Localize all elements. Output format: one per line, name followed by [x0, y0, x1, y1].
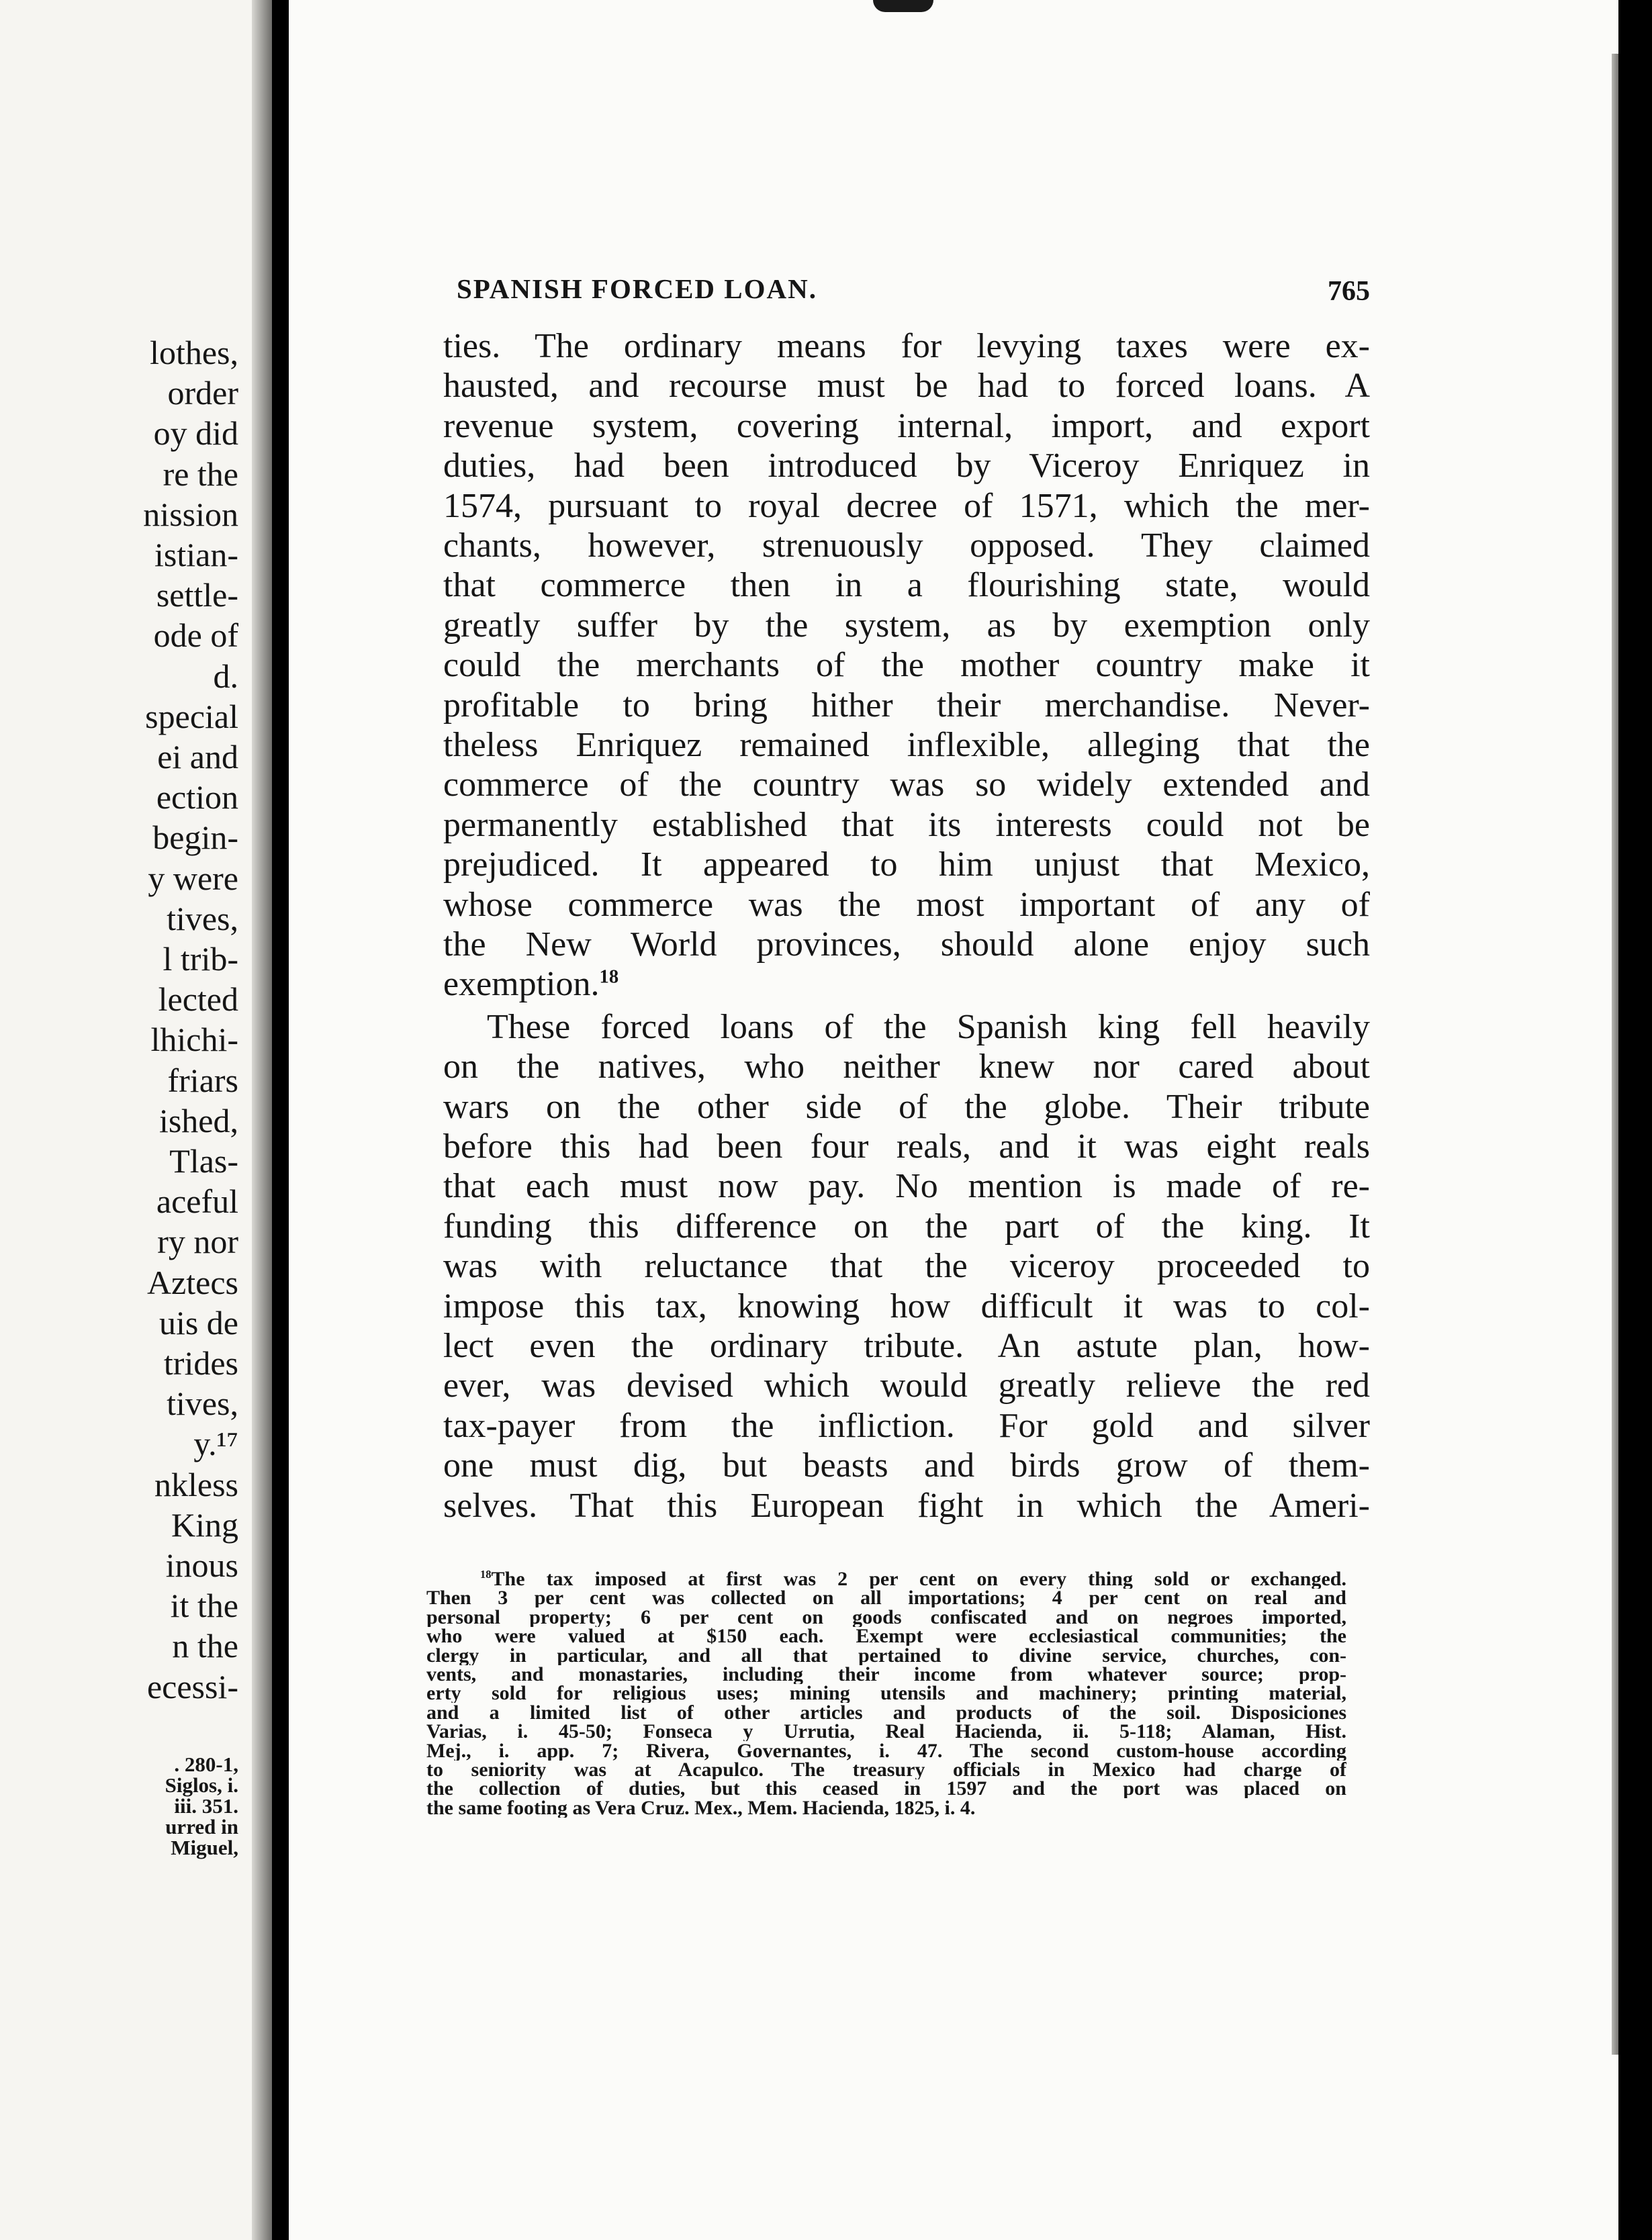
- footnote-reference: 18: [599, 967, 619, 988]
- left-page-line: order: [167, 374, 238, 412]
- body-line-text: permanently established that its interests could not be: [443, 805, 1370, 844]
- body-line: [443, 805, 1370, 845]
- body-line: [443, 1047, 1370, 1087]
- left-page-line: settle-: [156, 576, 238, 614]
- body-line: [443, 326, 1370, 367]
- footnote-line-text: erty sold for religious uses; mining utensils and machinery; printing material,: [426, 1684, 1346, 1704]
- left-page-line: uis de: [158, 1303, 238, 1342]
- body-line-text: before this had been four reals, and it was eight reals: [443, 1127, 1370, 1166]
- left-page-line: y.¹⁷: [193, 1425, 238, 1463]
- body-line-text: lect even the ordinary tribute. An astute plan, how-: [443, 1327, 1370, 1365]
- footnote-line-text: the collection of duties, but this ceased in 1597 and the port was placed on: [426, 1779, 1346, 1799]
- body-line-text: ever, was devised which would greatly relieve the red: [443, 1366, 1370, 1405]
- body-line: [443, 446, 1370, 486]
- footnote-line: [426, 1761, 1346, 1779]
- body-line: [443, 1127, 1370, 1167]
- body-line-text: the New World provinces, should alone enjoy such: [443, 925, 1370, 964]
- footnote-line-text: and a limited list of other articles and products of the soil. Disposiciones: [426, 1703, 1346, 1722]
- body-line: [443, 925, 1370, 965]
- left-page-line: ection: [156, 778, 238, 816]
- left-page-line: re the: [163, 455, 238, 493]
- page-header: [457, 270, 1370, 310]
- left-page-line: nission: [143, 495, 238, 533]
- left-page-line: begin-: [152, 819, 238, 857]
- body-line-text: greatly suffer by the system, as by exemption only: [443, 606, 1370, 645]
- left-page-line: nkless: [154, 1465, 238, 1503]
- left-page-line: y were: [148, 859, 238, 897]
- body-line: [443, 366, 1370, 406]
- footnote-line-text: The tax imposed at first was 2 per cent on every thing sold or exchanged.: [491, 1570, 1346, 1589]
- left-page-line: aceful: [156, 1182, 238, 1221]
- footnote-line-text: Then 3 per cent was collected on all importations; 4 per cent on real and: [426, 1589, 1346, 1608]
- body-line: [443, 1486, 1370, 1526]
- body-line: [443, 645, 1370, 686]
- body-line-text: ties. The ordinary means for levying taxes were ex-: [443, 327, 1370, 365]
- body-line: [443, 1287, 1370, 1327]
- footnote-line: [426, 1646, 1346, 1665]
- footnote-line-text: clergy in particular, and all that pertained to divine service, churches, con-: [426, 1646, 1346, 1665]
- scan-speck: [873, 0, 933, 12]
- body-line: [443, 725, 1370, 765]
- left-page-line: Aztecs: [146, 1263, 238, 1301]
- left-page-line: inous: [165, 1546, 238, 1584]
- body-line-text: that each must now pay. No mention is made of re-: [443, 1167, 1370, 1206]
- body-line-text: duties, had been introduced by Viceroy Enriquez in: [443, 447, 1370, 485]
- left-page-line: special: [145, 697, 238, 735]
- left-page-line: lhichi-: [150, 1021, 238, 1059]
- body-line: [443, 1326, 1370, 1366]
- footnote-line-text: Mej., i. app. 7; Rivera, Governantes, i. 47. The second custom-house according: [426, 1741, 1346, 1761]
- left-page-line: istian-: [154, 536, 238, 573]
- left-page-line: l trib-: [163, 940, 238, 978]
- left-page-line: it the: [170, 1587, 238, 1625]
- body-line: [443, 1366, 1370, 1406]
- body-line-text: commerce of the country was so widely extended and: [443, 765, 1370, 804]
- left-page-line: friars: [167, 1061, 238, 1099]
- left-page-line: tives,: [167, 899, 238, 937]
- body-line: [443, 1246, 1370, 1287]
- footnote-line: [426, 1665, 1346, 1684]
- body-line: [443, 1166, 1370, 1207]
- left-page-line: ode of: [153, 616, 238, 655]
- body-line: [443, 565, 1370, 606]
- left-page-line: Tlas-: [169, 1142, 238, 1180]
- body-line: [443, 964, 1370, 1005]
- left-page-line: trides: [163, 1344, 238, 1382]
- body-line: [443, 526, 1370, 566]
- left-page-line: d.: [213, 657, 238, 695]
- running-head: SPANISH FORCED LOAN.: [457, 273, 817, 304]
- footnote-line-text: personal property; 6 per cent on goods confiscated and on negroes imported,: [426, 1607, 1346, 1627]
- footnote-line: [426, 1608, 1346, 1627]
- footnote-line-text: the same footing as Vera Cruz. Mex., Mem. Hacienda, 1825, i. 4.: [426, 1798, 976, 1818]
- left-page-line: ei and: [157, 738, 238, 776]
- right-page-edge: [1612, 54, 1618, 2055]
- left-page-line: ished,: [158, 1101, 238, 1139]
- page-number: 765: [1328, 276, 1370, 307]
- left-page-note-line: iii. 351.: [174, 1794, 238, 1818]
- left-page-note-line: Siglos, i.: [165, 1773, 238, 1797]
- body-line-text: funding this difference on the part of the king. It: [443, 1207, 1370, 1246]
- body-line: [443, 845, 1370, 885]
- body-line-text: whose commerce was the most important of any of: [443, 885, 1370, 924]
- body-line-text: selves. That this European fight in which the Ameri-: [443, 1486, 1370, 1525]
- left-page-fragment: [0, 0, 272, 2240]
- left-page-note-line: Miguel,: [171, 1836, 238, 1859]
- body-line: [443, 606, 1370, 646]
- footnote-line: [480, 1570, 1346, 1589]
- body-line-text: chants, however, strenuously opposed. They claimed: [443, 526, 1370, 565]
- body-line: [443, 1207, 1370, 1247]
- body-line-text: exemption.: [443, 965, 600, 1004]
- body-line: [443, 486, 1370, 526]
- footnote-line: [426, 1779, 1346, 1798]
- body-line-text: profitable to bring hither their merchandise. Never-: [443, 686, 1370, 725]
- footnote-line: [426, 1722, 1346, 1741]
- footnote-line: [426, 1704, 1346, 1722]
- left-page-line: n the: [172, 1627, 238, 1665]
- body-line-text: theless Enriquez remained inflexible, alleging that the: [443, 726, 1370, 764]
- footnote-line: [426, 1799, 1346, 1818]
- left-page-gutter: [252, 0, 272, 2240]
- body-line-text: prejudiced. It appeared to him unjust that Mexico,: [443, 845, 1370, 884]
- body-line-text: that commerce then in a flourishing state, would: [443, 566, 1370, 605]
- body-line: [443, 686, 1370, 726]
- footnote-line-text: who were valued at $150 each. Exempt were ecclesiastical communities; the: [426, 1627, 1346, 1646]
- body-line: [443, 765, 1370, 805]
- footnote-number: 18: [480, 1570, 492, 1581]
- left-page-line: King: [171, 1505, 238, 1544]
- body-line-text: 1574, pursuant to royal decree of 1571, which the mer-: [443, 486, 1370, 525]
- left-page-line: ecessi-: [146, 1667, 238, 1706]
- footnote-line-text: to seniority was at Acapulco. The treasury officials in Mexico had charge of: [426, 1761, 1346, 1779]
- body-line: [487, 1007, 1370, 1047]
- footnote-line: [426, 1589, 1346, 1607]
- left-page-note-line: . 280-1,: [174, 1753, 238, 1776]
- body-line-text: could the merchants of the mother country make it: [443, 646, 1370, 685]
- left-page-line: ry nor: [157, 1223, 238, 1261]
- body-line: [443, 1446, 1370, 1486]
- footnote-line-text: vents, and monastaries, including their income from whatever source; prop-: [426, 1665, 1346, 1684]
- body-line: [443, 885, 1370, 925]
- body-line-text: wars on the other side of the globe. Their tribute: [443, 1087, 1370, 1126]
- body-line: [443, 1406, 1370, 1446]
- footnote-line-text: Varias, i. 45-50; Fonseca y Urrutia, Real Hacienda, ii. 5-118; Alaman, Hist.: [426, 1722, 1346, 1742]
- left-page-line: lected: [158, 980, 238, 1019]
- body-line: [443, 406, 1370, 447]
- body-line-text: one must dig, but beasts and birds grow of them-: [443, 1446, 1370, 1485]
- body-line-text: impose this tax, knowing how difficult it was to col-: [443, 1287, 1370, 1325]
- body-line: [443, 1087, 1370, 1127]
- body-line-text: These forced loans of the Spanish king fell heavily: [487, 1007, 1370, 1046]
- left-page-line: lothes,: [150, 334, 238, 371]
- body-line-text: on the natives, who neither knew nor cared about: [443, 1047, 1370, 1086]
- footnote-line: [426, 1684, 1346, 1703]
- left-page-line: tives,: [167, 1385, 238, 1423]
- body-line-text: revenue system, covering internal, import, and export: [443, 406, 1370, 445]
- body-line-text: was with reluctance that the viceroy proceeded to: [443, 1247, 1370, 1286]
- body-line-text: tax-payer from the infliction. For gold and silver: [443, 1406, 1370, 1445]
- left-page-line: oy did: [153, 414, 238, 453]
- footnote-line: [426, 1742, 1346, 1761]
- left-page-note-line: urred in: [165, 1815, 238, 1838]
- footnote-line: [426, 1627, 1346, 1646]
- body-line-text: hausted, and recourse must be had to forced loans. A: [443, 367, 1370, 406]
